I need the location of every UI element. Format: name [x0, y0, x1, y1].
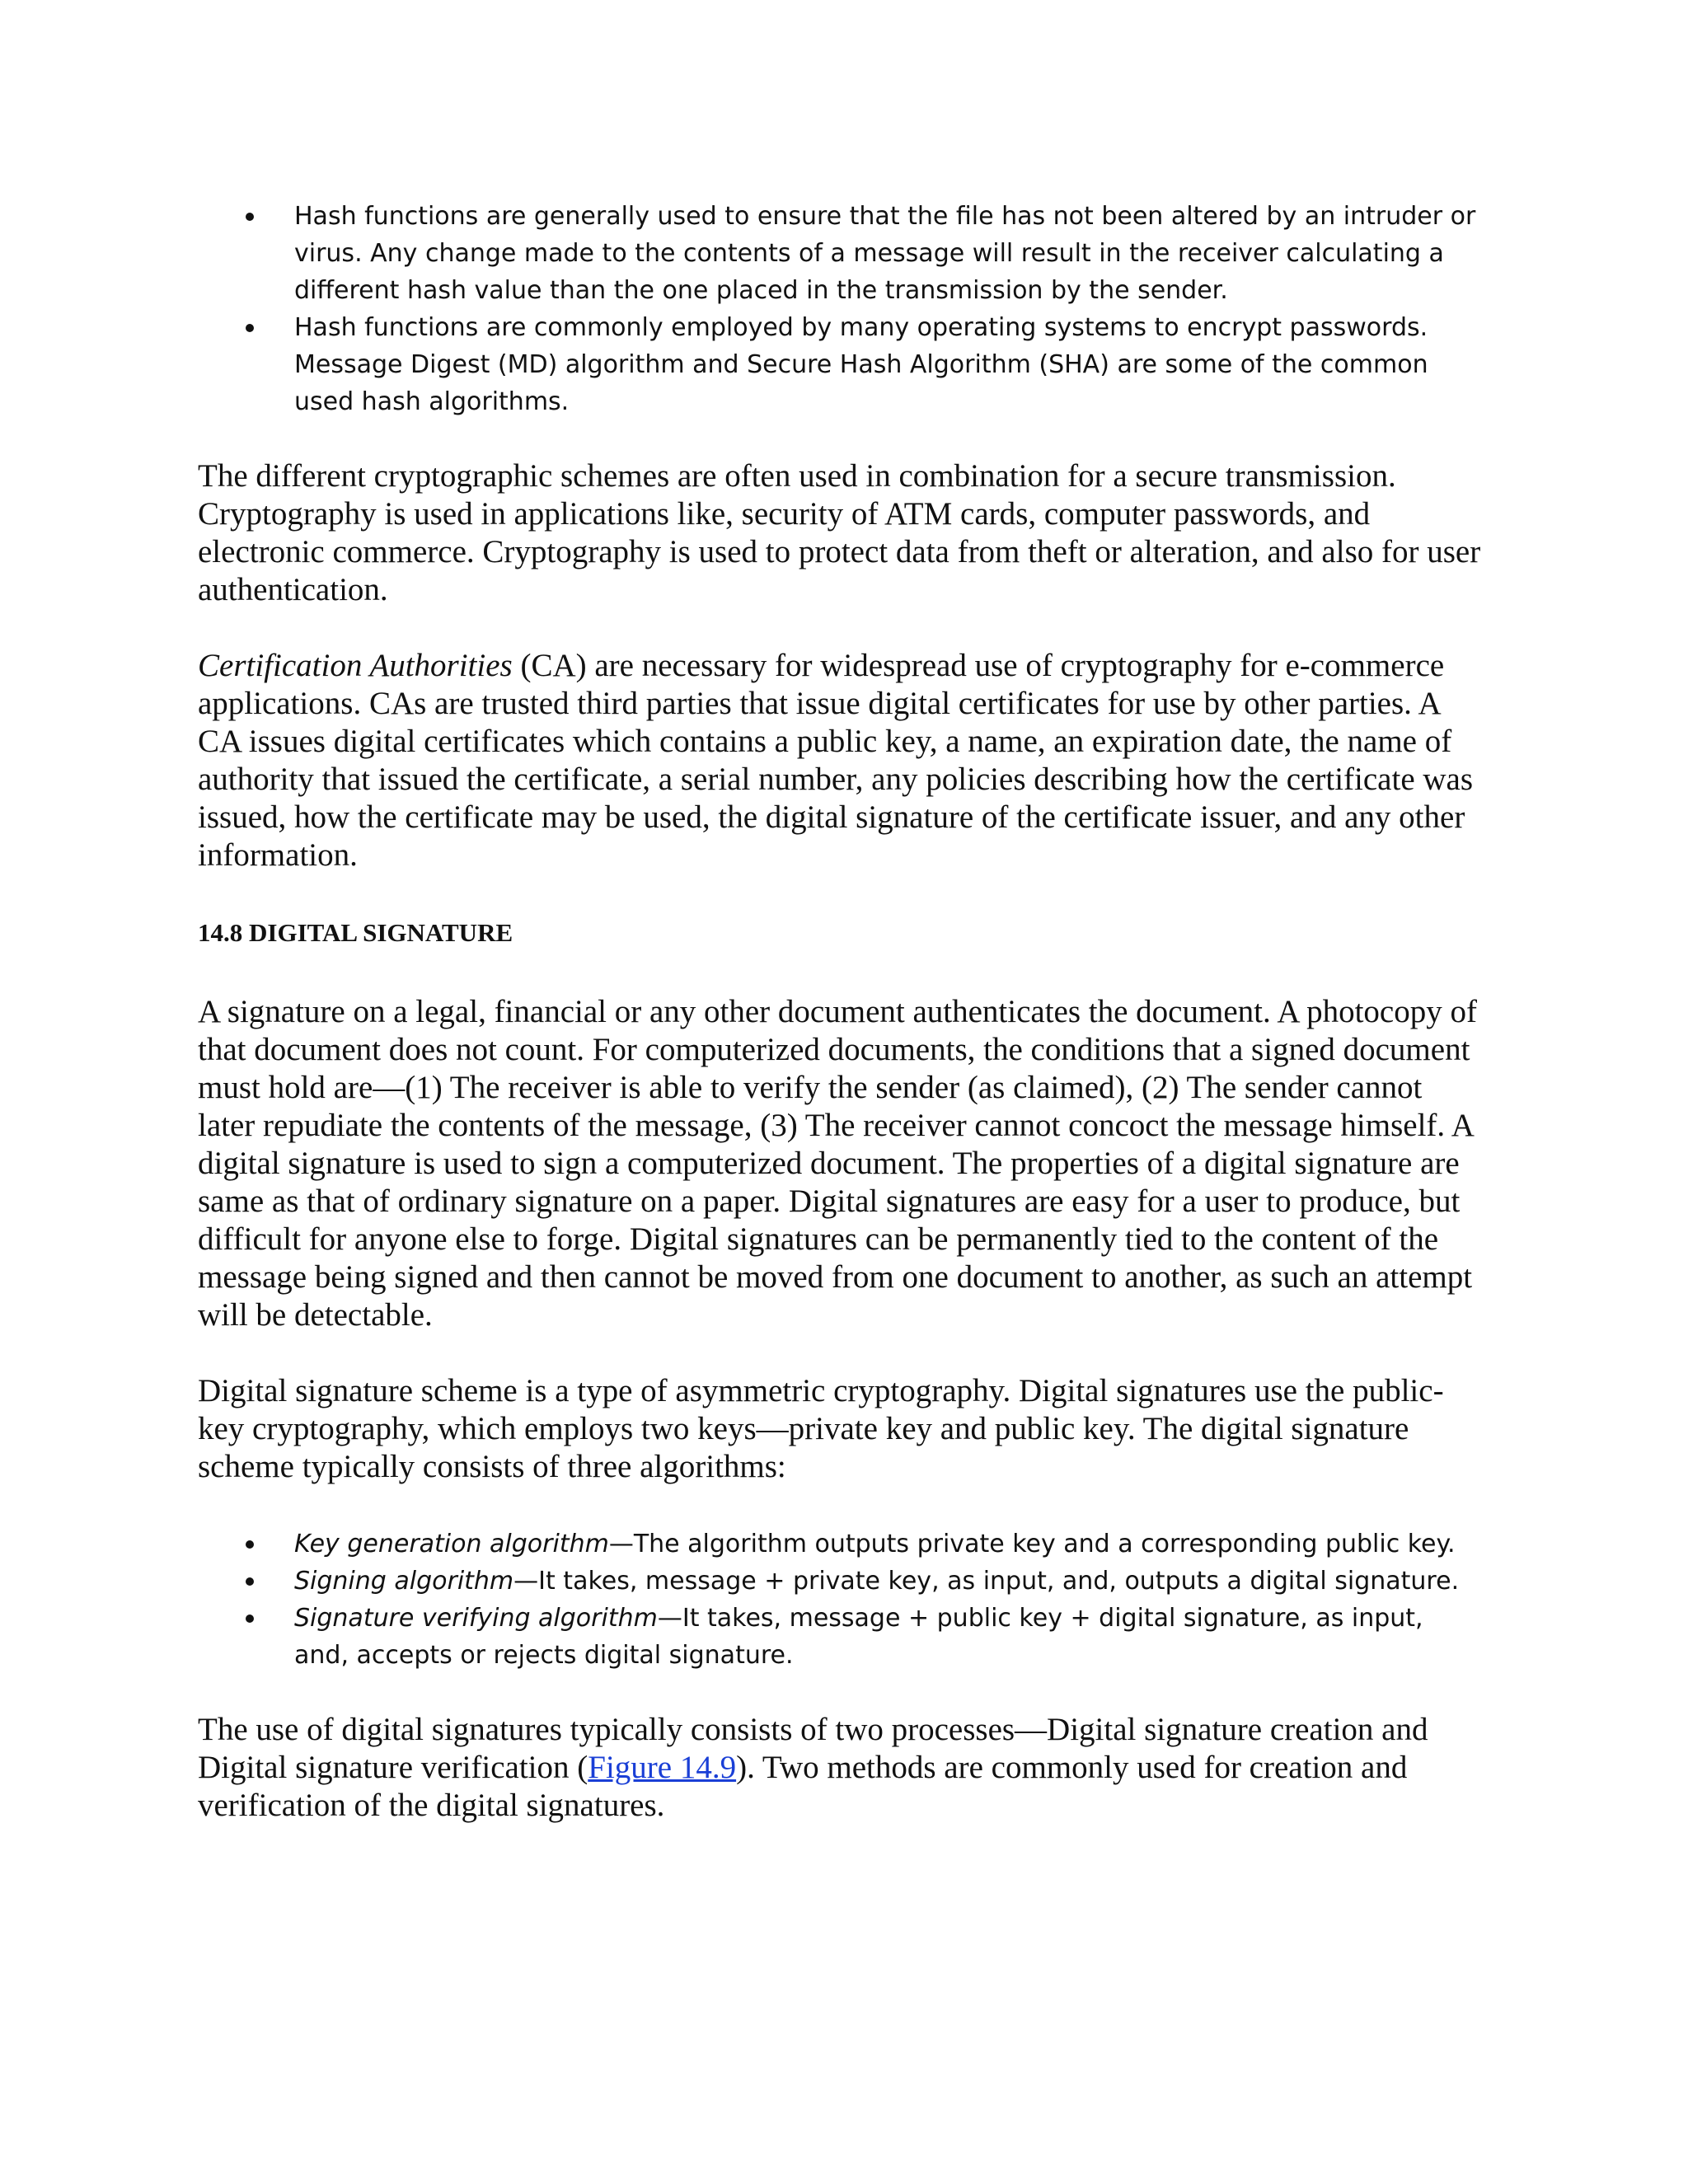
paragraph-text: ). Two methods are commonly used for creation and verification of the digital signatures. [198, 1750, 1408, 1823]
bullet-icon [246, 1540, 254, 1549]
bullet-text: Hash functions are commonly employed by many operating systems to encrypt passwords. Message Digest (MD) algorithm and Secure Hash Algorithm (SHA) are some of the common used hash algorithms. [294, 313, 1428, 416]
algorithm-term: Signing algorithm [294, 1567, 514, 1596]
bullet-icon [246, 1615, 254, 1623]
paragraph-signature-intro: A signature on a legal, financial or any other document authenticates the document. A photocopy of that document does not count. For computerized documents, the conditions that a signed document must hold are—(1) The receiver is able to verify the sender (as claimed), (2) The sender cannot later repudiate the contents of the message, (3) The receiver cannot concoct the message himself. A digital signature is used to sign a computerized document. The properties of a digital signature are same as that of ordinary signature on a paper. Digital signatures are easy for a user to produce, but difficult for anyone else to forge. Digital signatures can be permanently tied to the content of the message being signed and then cannot be moved from one document to another, as such an attempt will be detectable. [198, 994, 1477, 1333]
algorithm-term: Signature verifying algorithm [294, 1604, 658, 1633]
bullet-icon [246, 1577, 254, 1586]
figure-link[interactable]: Figure 14.9 [588, 1750, 737, 1785]
algorithm-term: Key generation algorithm [294, 1530, 609, 1558]
algorithm-description: —It takes, message + public key + digital signature, as input, and, accepts or rejects digital signature. [294, 1604, 1423, 1670]
emphasis-term: Certification Authorities [198, 648, 513, 683]
paragraph-text: (CA) are necessary for widespread use of cryptography for e-commerce applications. CAs are trusted third parties that issue digital certificates for use by other parties. A CA issues digital certificates which contains a public key, a name, an expiration date, the name of authority that issued the certificate, a serial number, any policies describing how the certificate was issued, how the certificate may be used, the digital signature of the certificate issuer, and any other information. [198, 648, 1474, 873]
list-item [198, 1600, 1484, 1674]
list-item [198, 309, 1484, 420]
section-heading: 14.8 DIGITAL SIGNATURE [198, 918, 513, 947]
bullet-icon [246, 213, 254, 221]
document-page [198, 198, 1484, 1825]
list-item [198, 198, 1484, 309]
paragraph-text: The use of digital signatures typically consists of two processes—Digital signature creation and Digital signature verification ( [198, 1712, 1428, 1785]
bullet-icon [246, 324, 254, 332]
algorithm-description: —The algorithm outputs private key and a corresponding public key. [608, 1530, 1456, 1558]
bullet-text: Hash functions are generally used to ensure that the file has not been altered by an intruder or virus. Any change made to the contents of a message will result in the receiver calculating a different hash value than the one placed in the transmission by the sender. [294, 202, 1476, 305]
paragraph-signature-scheme: Digital signature scheme is a type of asymmetric cryptography. Digital signatures use the public-key cryptography, which employs two keys—private key and public key. The digital signature scheme typically consists of three algorithms: [198, 1373, 1444, 1484]
paragraph-signature-processes [198, 1711, 1484, 1825]
hash-bullet-list [198, 198, 1484, 420]
algorithm-description: —It takes, message + private key, as input, and, outputs a digital signature. [513, 1567, 1460, 1596]
paragraph-cryptographic-schemes: The different cryptographic schemes are often used in combination for a secure transmission. Cryptography is used in applications like, security of ATM cards, computer passwords, and electronic commerce. Cryptography is used to protect data from theft or alteration, and also for user authentication. [198, 458, 1481, 607]
list-item [198, 1563, 1484, 1600]
algorithm-bullet-list [198, 1526, 1484, 1674]
list-item [198, 1526, 1484, 1563]
paragraph-certification-authorities [198, 647, 1484, 874]
